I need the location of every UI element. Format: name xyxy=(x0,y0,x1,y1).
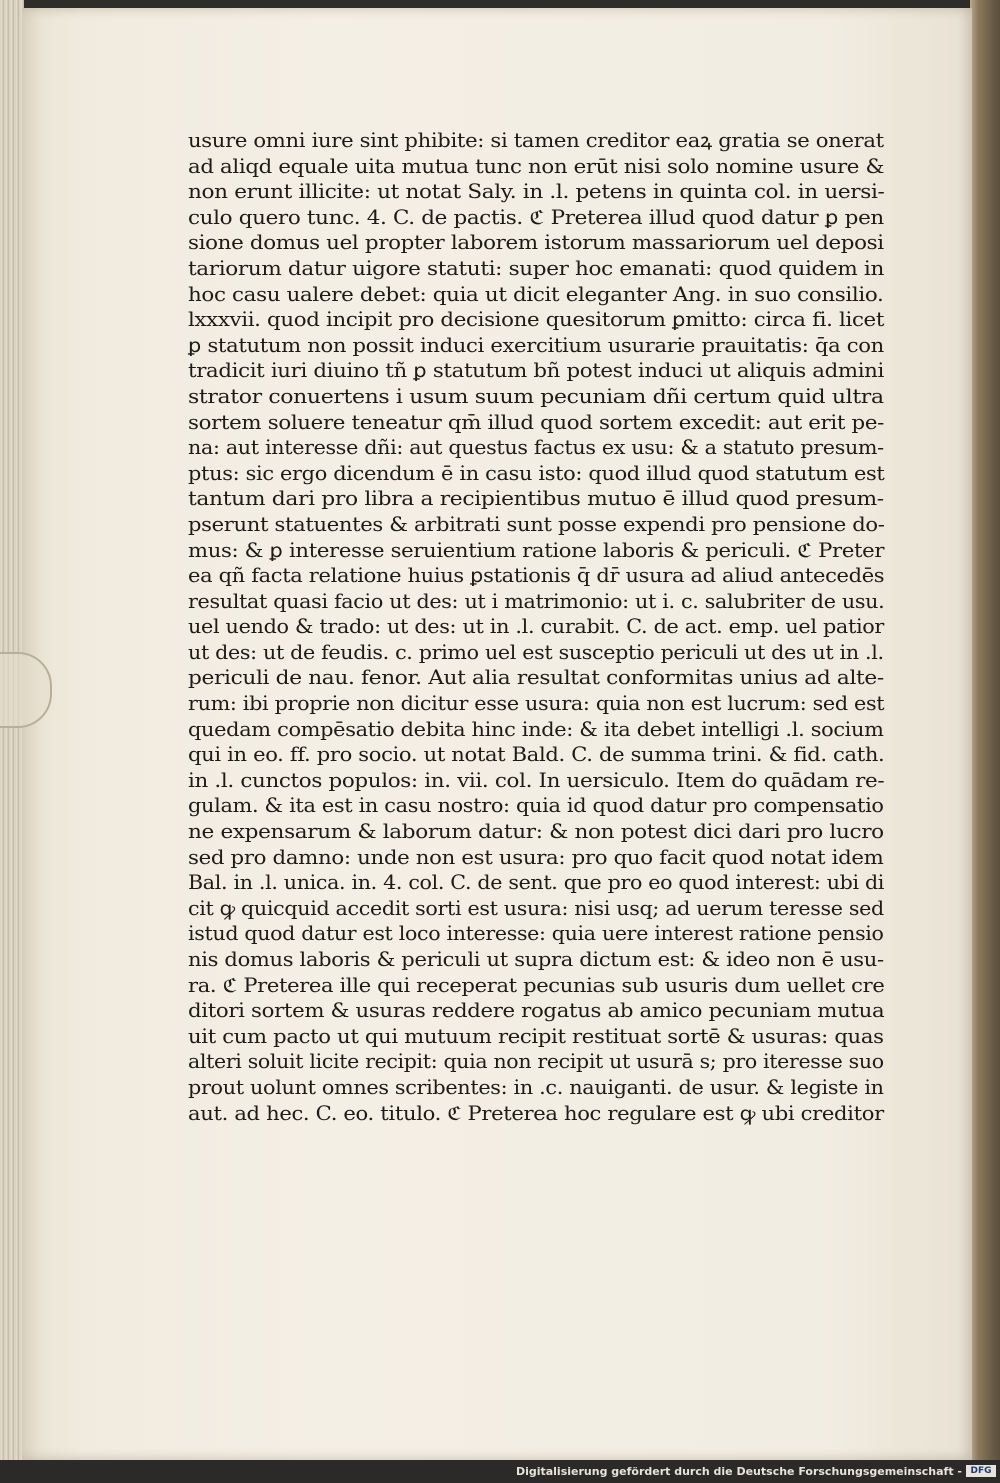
text-line: tariorum datur uigore statuti: super hoc emanati: quod quidem in xyxy=(188,256,884,280)
text-line: usure omni iure sint phibite: si tamen creditor eaꝝ gratia se onerat xyxy=(188,129,884,152)
text-line: culo quero tunc. 4. C. de pactis. ℭ Preterea illud quod datur ꝑ pen xyxy=(188,205,884,229)
text-line: Bal. in .l. unica. in. 4. col. C. de sent. que pro eo quod interest: ubi di xyxy=(188,871,885,895)
text-line: na: aut interesse dñi: aut questus factus ex usu: & a statuto presum- xyxy=(188,436,884,460)
text-line: cit ꝙ quicquid accedit sorti est usura: nisi usq; ad uerum teresse sed xyxy=(188,896,884,920)
text-line: non erunt illicite: ut notat Saly. in .l. petens in quinta col. in uersi- xyxy=(188,180,885,204)
text-line: sortem soluere teneatur qm̄ illud quod sortem excedit: aut erit pe- xyxy=(188,410,884,434)
text-line: aut. ad hec. C. eo. titulo. ℭ Preterea hoc regulare est ꝙ ubi creditor xyxy=(188,1101,884,1125)
text-line: tantum dari pro libra a recipientibus mutuo ē illud quod presum- xyxy=(188,487,884,511)
text-line: ad aliqd equale uita mutua tunc non erūt nisi solo nomine usure & xyxy=(188,154,885,178)
text-line: sed pro damno: unde non est usura: pro quo facit quod notat idem xyxy=(188,845,884,869)
text-line: pserunt statuentes & arbitrati sunt posse expendi pro pensione do- xyxy=(188,512,885,536)
text-line: sione domus uel propter laborem istorum massariorum uel deposi xyxy=(188,231,884,255)
text-line: ut des: ut de feudis. c. primo uel est susceptio periculi ut des ut in .l. xyxy=(188,640,884,664)
funding-credit: Digitalisierung gefördert durch die Deutsche Forschungsgemeinschaft - xyxy=(515,1465,962,1478)
text-line: ne expensarum & laborum datur: & non potest dici dari pro lucro xyxy=(188,820,884,844)
text-line: alteri soluit licite recipit: quia non recipit ut usurā s; pro iteresse suo xyxy=(188,1050,884,1074)
text-line: nis domus laboris & periculi ut supra dictum est: & ideo non ē usu- xyxy=(188,948,884,971)
text-line: rum: ibi proprie non dicitur esse usura: quia non est lucrum: sed est xyxy=(188,692,885,716)
text-line: quedam compēsatio debita hinc inde: & ita debet intelligi .l. socium xyxy=(188,717,884,741)
text-line: ꝑ statutum non possit induci exercitium usurarie prauitatis: q̄a con xyxy=(188,333,884,357)
text-line: uel uendo & trado: ut des: ut in .l. curabit. C. de act. emp. uel patior xyxy=(188,615,885,639)
book-binding-right xyxy=(970,0,1000,1460)
printed-text-block xyxy=(188,128,884,1126)
text-line: ea qñ facta relatione huius ꝑstationis q̄ dr̄ usura ad aliud antecedēs xyxy=(188,564,885,588)
book-page-edges-left xyxy=(0,0,24,1483)
text-line: strator conuertens i usum suum pecuniam dñi certum quid ultra xyxy=(188,384,884,408)
text-line: istud quod datur est loco interesse: quia uere interest ratione pensio xyxy=(188,922,884,946)
text-line: ptus: sic ergo dicendum ē in casu isto: quod illud quod statutum est xyxy=(188,461,885,485)
text-line: prout uolunt omnes scribentes: in .c. nauiganti. de usur. & legiste in xyxy=(188,1075,884,1099)
text-line: hoc casu ualere debet: quia ut dicit eleganter Ang. in suo consilio. xyxy=(188,282,884,306)
text-line: tradicit iuri diuino tñ ꝑ statutum bñ potest induci ut aliquis admini xyxy=(188,359,884,383)
text-line: lxxxvii. quod incipit pro decisione quesitorum ꝑmitto: circa fi. licet xyxy=(188,308,885,332)
text-line: resultat quasi facio ut des: ut i matrimonio: ut i. c. salubriter de usu. xyxy=(188,589,885,613)
text-line: periculi de nau. fenor. Aut alia resultat conformitas unius ad alte- xyxy=(188,666,884,690)
text-line: uit cum pacto ut qui mutuum recipit restituat sortē & usuras: quas xyxy=(188,1024,884,1048)
text-line: in .l. cunctos populos: in. vii. col. In uersiculo. Item do quādam re- xyxy=(188,768,885,792)
text-line: gulam. & ita est in casu nostro: quia id quod datur pro compensatio xyxy=(188,794,884,818)
text-line: mus: & ꝑ interesse seruientium ratione laboris & periculi. ℭ Preter xyxy=(188,538,885,562)
text-line: ditori sortem & usuras reddere rogatus ab amico pecuniam mutua xyxy=(188,999,885,1023)
text-line: ra. ℭ Preterea ille qui receperat pecunias sub usuris dum uellet cre xyxy=(188,973,885,997)
text-line: qui in eo. ff. pro socio. ut notat Bald. C. de summa trini. & fid. cath. xyxy=(188,743,885,767)
dfg-logo: DFG xyxy=(966,1465,996,1477)
